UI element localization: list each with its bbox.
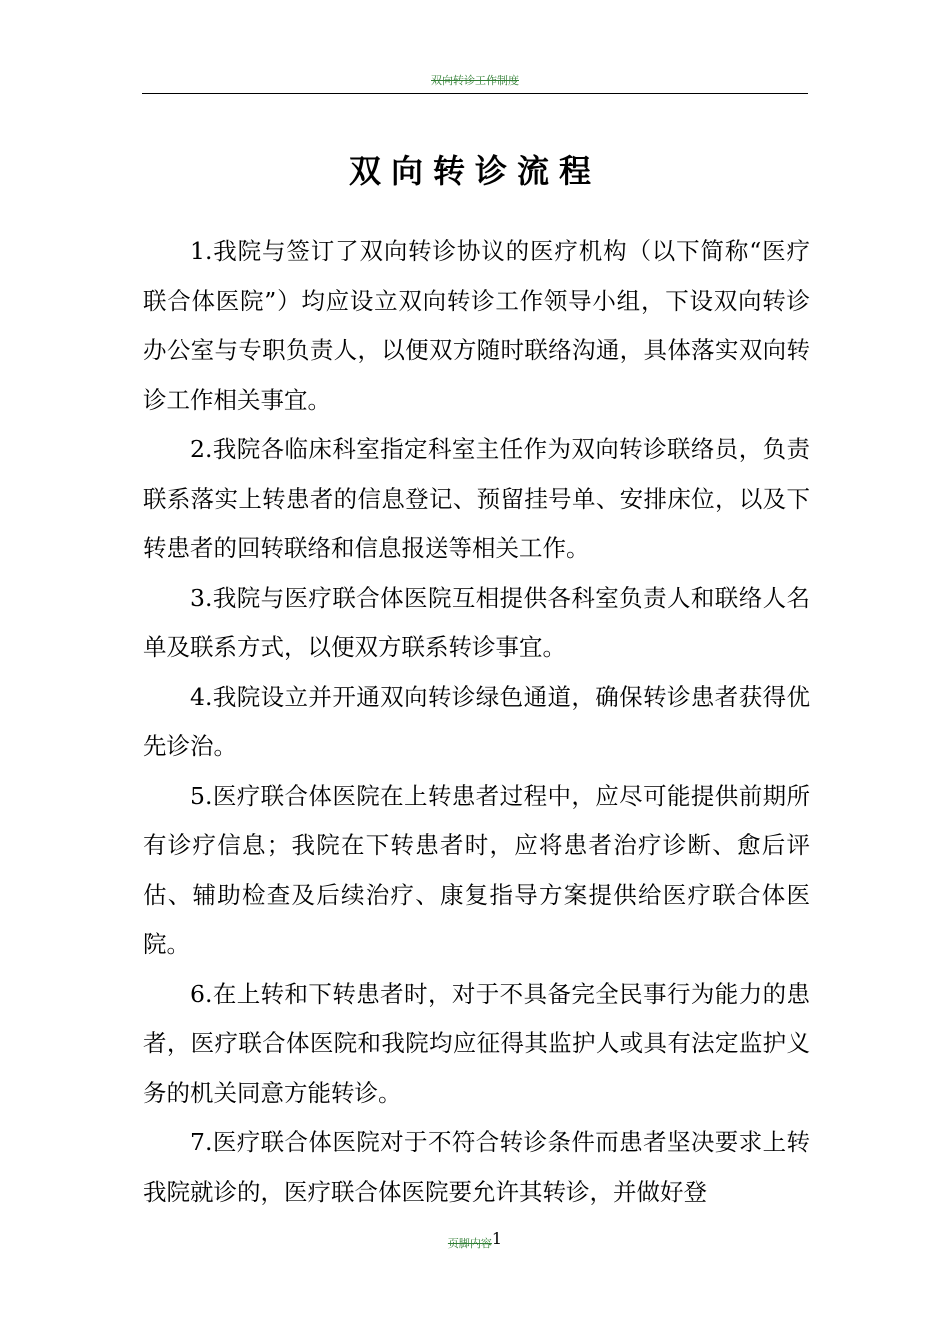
page-footer	[0, 1229, 950, 1251]
footer-label: 页脚内容	[447, 1237, 492, 1250]
document-body	[143, 227, 810, 1217]
paragraph-5: 5.医疗联合体医院在上转患者过程中，应尽可能提供前期所有诊疗信息；我院在下转患者时，应将患者治疗诊断、愈后评估、辅助检查及后续治疗、康复指导方案提供给医疗联合体医院。	[143, 781, 810, 958]
paragraph-1: 1.我院与签订了双向转诊协议的医疗机构（以下简称“医疗联合体医院”）均应设立双向转诊工作领导小组，下设双向转诊办公室与专职负责人，以便双方随时联络沟通，具体落实双向转诊工作相关事宜。	[143, 237, 810, 414]
header-divider	[142, 93, 808, 94]
page-number: 1	[491, 1229, 503, 1248]
document-title: 双向转诊流程	[348, 152, 601, 190]
running-header: 双向转诊工作制度	[431, 74, 519, 87]
paragraph-3: 3.我院与医疗联合体医院互相提供各科室负责人和联络人名单及联系方式，以便双方联系转诊事宜。	[143, 583, 810, 661]
paragraph-2: 2.我院各临床科室指定科室主任作为双向转诊联络员，负责联系落实上转患者的信息登记、预留挂号单、安排床位，以及下转患者的回转联络和信息报送等相关工作。	[143, 435, 810, 562]
paragraph-4: 4.我院设立并开通双向转诊绿色通道，确保转诊患者获得优先诊治。	[143, 682, 810, 760]
paragraph-6: 6.在上转和下转患者时，对于不具备完全民事行为能力的患者，医疗联合体医院和我院均应征得其监护人或具有法定监护义务的机关同意方能转诊。	[143, 979, 810, 1107]
paragraph-7: 7.医疗联合体医院对于不符合转诊条件而患者坚决要求上转我院就诊的，医疗联合体医院要允许其转诊，并做好登	[143, 1128, 810, 1206]
